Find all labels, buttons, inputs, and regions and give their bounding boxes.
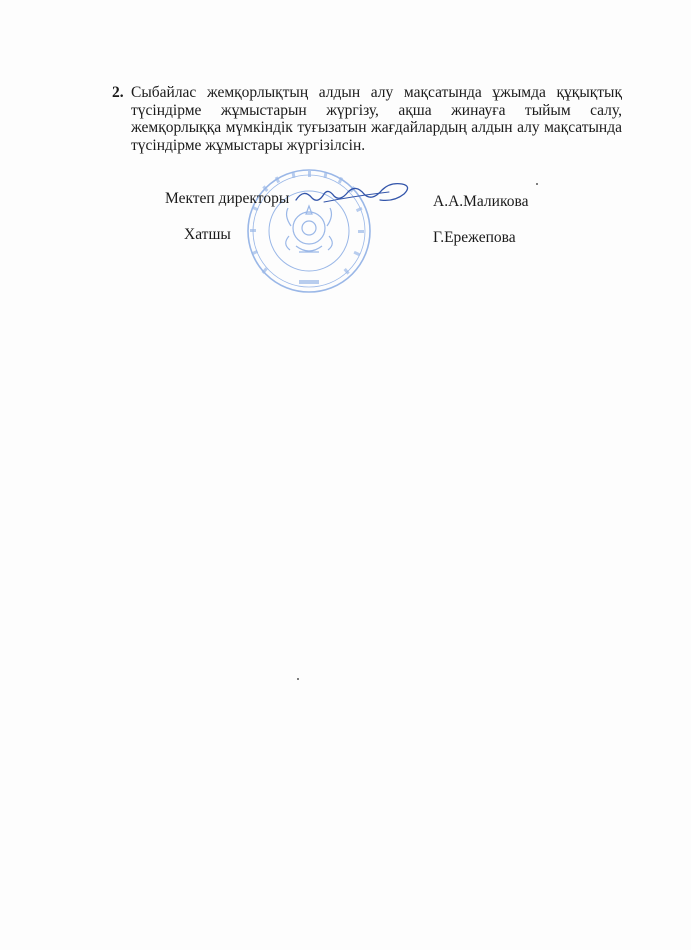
secretary-label: Хатшы [184,226,231,243]
handwritten-signature-icon [294,178,416,210]
scan-speck [297,678,299,680]
numbered-item-2 [112,84,622,154]
director-label: Мектеп директоры [165,190,290,207]
item-number: 2. [112,84,124,101]
scan-speck [536,183,538,185]
item-text: Сыбайлас жемқорлықтың алдын алу мақсатында ұжымда құқықтық түсіндірме жұмыстарын жүргізу, ақша жинауға тыйым салу, жемқорлыққа мүмкіндік туғызатын жағдайлардың алдын алу мақсатында түсіндірме жұмыстары жүргізілсін. [131,84,622,154]
secretary-name: Г.Ережепова [433,229,516,246]
director-name: А.А.Маликова [433,193,529,210]
